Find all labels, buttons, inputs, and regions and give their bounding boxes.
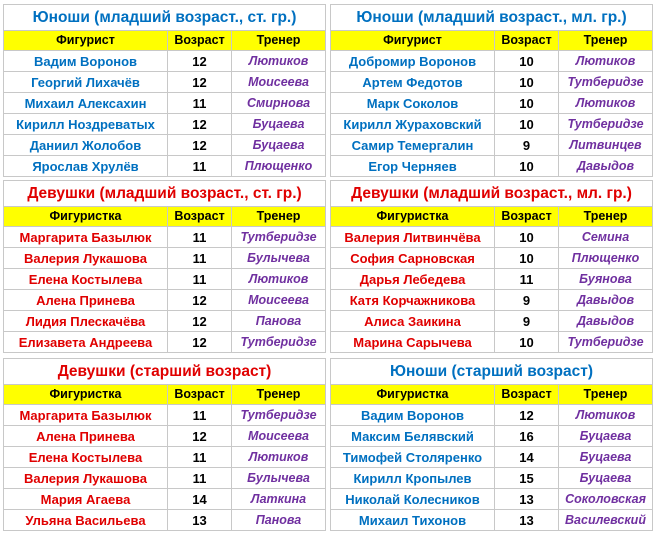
coach-name: Давыдов	[559, 290, 653, 311]
skater-name: Вадим Воронов	[331, 405, 495, 426]
table-row	[4, 227, 326, 248]
skater-name: Елизавета Андреева	[4, 332, 168, 353]
table-row	[4, 426, 326, 447]
skater-age: 10	[495, 156, 559, 177]
table-title: Девушки (старший возраст)	[4, 359, 326, 385]
table-row	[4, 93, 326, 114]
skater-name: Вадим Воронов	[4, 51, 168, 72]
skater-age: 13	[495, 510, 559, 531]
coach-name: Моисеева	[232, 426, 326, 447]
skater-age: 11	[168, 405, 232, 426]
column-header-skater: Фигуристка	[4, 385, 168, 405]
table-girls-junior-senior-group	[3, 180, 326, 353]
skater-age: 11	[168, 447, 232, 468]
skater-name: София Сарновская	[331, 248, 495, 269]
skater-name: Маргарита Базылюк	[4, 405, 168, 426]
table-row	[331, 489, 653, 510]
table-row	[4, 489, 326, 510]
coach-name: Панова	[232, 510, 326, 531]
table-row	[4, 447, 326, 468]
column-header-age: Возраст	[495, 31, 559, 51]
table-boys-senior	[330, 358, 653, 531]
column-header-skater: Фигуристка	[331, 385, 495, 405]
table-row	[331, 93, 653, 114]
skater-age: 14	[495, 447, 559, 468]
skater-age: 12	[168, 332, 232, 353]
column-header-coach: Тренер	[232, 385, 326, 405]
coach-name: Тутберидзе	[559, 332, 653, 353]
skater-name: Елена Костылева	[4, 447, 168, 468]
skater-name: Егор Черняев	[331, 156, 495, 177]
skater-age: 16	[495, 426, 559, 447]
skater-age: 10	[495, 93, 559, 114]
table-row	[4, 248, 326, 269]
skater-name: Валерия Лукашова	[4, 248, 168, 269]
table-row	[331, 332, 653, 353]
table-row	[331, 269, 653, 290]
table-row	[4, 290, 326, 311]
skater-name: Лидия Плескачёва	[4, 311, 168, 332]
skater-age: 11	[168, 468, 232, 489]
skater-name: Марина Сарычева	[331, 332, 495, 353]
table-row	[4, 332, 326, 353]
skater-age: 10	[495, 332, 559, 353]
table-row	[4, 405, 326, 426]
table-row	[331, 51, 653, 72]
coach-name: Тутберидзе	[232, 332, 326, 353]
table-row	[4, 114, 326, 135]
table-row	[331, 72, 653, 93]
coach-name: Тутберидзе	[232, 227, 326, 248]
coach-name: Смирнова	[232, 93, 326, 114]
skater-age: 11	[168, 269, 232, 290]
table-row	[331, 447, 653, 468]
skater-age: 11	[495, 269, 559, 290]
coach-name: Лютиков	[559, 405, 653, 426]
table-row	[331, 468, 653, 489]
skater-age: 11	[168, 227, 232, 248]
table-row	[4, 51, 326, 72]
skater-age: 13	[168, 510, 232, 531]
column-header-coach: Тренер	[232, 31, 326, 51]
skater-name: Добромир Воронов	[331, 51, 495, 72]
skater-age: 12	[168, 311, 232, 332]
coach-name: Тутберидзе	[559, 72, 653, 93]
table-row	[331, 248, 653, 269]
coach-name: Лютиков	[232, 447, 326, 468]
skater-name: Алиса Заикина	[331, 311, 495, 332]
skater-age: 12	[168, 72, 232, 93]
skater-age: 9	[495, 135, 559, 156]
skater-name: Марк Соколов	[331, 93, 495, 114]
table-title: Юноши (младший возраст., мл. гр.)	[331, 5, 653, 31]
column-header-skater: Фигуристка	[4, 207, 168, 227]
coach-name: Латкина	[232, 489, 326, 510]
skater-name: Даниил Жолобов	[4, 135, 168, 156]
skater-name: Мария Агаева	[4, 489, 168, 510]
coach-name: Буцаева	[232, 114, 326, 135]
table-row	[4, 269, 326, 290]
skater-name: Георгий Лихачёв	[4, 72, 168, 93]
skater-name: Тимофей Столяренко	[331, 447, 495, 468]
table-title: Юноши (старший возраст)	[331, 359, 653, 385]
table-title: Девушки (младший возраст., мл. гр.)	[331, 181, 653, 207]
skater-age: 9	[495, 290, 559, 311]
coach-name: Буцаева	[559, 468, 653, 489]
column-header-skater: Фигурист	[331, 31, 495, 51]
coach-name: Тутберидзе	[559, 114, 653, 135]
coach-name: Литвинцев	[559, 135, 653, 156]
table-row	[331, 290, 653, 311]
skater-age: 12	[168, 135, 232, 156]
column-header-coach: Тренер	[232, 207, 326, 227]
column-header-age: Возраст	[495, 207, 559, 227]
table-girls-senior	[3, 358, 326, 531]
table-title: Юноши (младший возраст., ст. гр.)	[4, 5, 326, 31]
coach-name: Тутберидзе	[232, 405, 326, 426]
skater-age: 11	[168, 248, 232, 269]
coach-name: Булычева	[232, 468, 326, 489]
table-row	[331, 227, 653, 248]
table-row	[331, 114, 653, 135]
skater-age: 12	[168, 426, 232, 447]
column-header-age: Возраст	[168, 31, 232, 51]
coach-name: Буцаева	[559, 447, 653, 468]
skater-name: Михаил Алексахин	[4, 93, 168, 114]
skater-age: 10	[495, 72, 559, 93]
skater-age: 11	[168, 156, 232, 177]
coach-name: Давыдов	[559, 156, 653, 177]
skater-name: Михаил Тихонов	[331, 510, 495, 531]
table-title: Девушки (младший возраст., ст. гр.)	[4, 181, 326, 207]
table-row	[331, 156, 653, 177]
skater-name: Самир Темергалин	[331, 135, 495, 156]
skater-age: 15	[495, 468, 559, 489]
table-row	[4, 468, 326, 489]
skater-name: Елена Костылева	[4, 269, 168, 290]
skater-name: Ярослав Хрулёв	[4, 156, 168, 177]
skater-name: Дарья Лебедева	[331, 269, 495, 290]
skater-name: Маргарита Базылюк	[4, 227, 168, 248]
coach-name: Семина	[559, 227, 653, 248]
coach-name: Панова	[232, 311, 326, 332]
column-header-skater: Фигуристка	[331, 207, 495, 227]
skater-name: Валерия Лукашова	[4, 468, 168, 489]
column-header-age: Возраст	[168, 207, 232, 227]
column-header-age: Возраст	[168, 385, 232, 405]
table-row	[331, 311, 653, 332]
table-row	[4, 72, 326, 93]
table-boys-junior-junior-group	[330, 4, 653, 177]
skater-age: 12	[168, 290, 232, 311]
table-row	[331, 426, 653, 447]
skater-name: Кирилл Жураховский	[331, 114, 495, 135]
table-row	[4, 135, 326, 156]
skater-age: 13	[495, 489, 559, 510]
skater-age: 10	[495, 227, 559, 248]
coach-name: Буянова	[559, 269, 653, 290]
coach-name: Лютиков	[232, 51, 326, 72]
skater-name: Максим Белявский	[331, 426, 495, 447]
table-row	[4, 311, 326, 332]
table-row	[331, 405, 653, 426]
skater-name: Валерия Литвинчёва	[331, 227, 495, 248]
coach-name: Моисеева	[232, 290, 326, 311]
table-row	[4, 156, 326, 177]
skater-age: 10	[495, 51, 559, 72]
coach-name: Плющенко	[559, 248, 653, 269]
skater-name: Катя Корчажникова	[331, 290, 495, 311]
coach-name: Василевский	[559, 510, 653, 531]
column-header-coach: Тренер	[559, 207, 653, 227]
coach-name: Лютиков	[559, 93, 653, 114]
column-header-coach: Тренер	[559, 385, 653, 405]
table-row	[331, 135, 653, 156]
skater-age: 10	[495, 114, 559, 135]
coach-name: Булычева	[232, 248, 326, 269]
coach-name: Лютиков	[559, 51, 653, 72]
table-row	[4, 510, 326, 531]
coach-name: Лютиков	[232, 269, 326, 290]
skater-name: Артем Федотов	[331, 72, 495, 93]
skater-age: 11	[168, 93, 232, 114]
coach-name: Плющенко	[232, 156, 326, 177]
skater-age: 14	[168, 489, 232, 510]
column-header-coach: Тренер	[559, 31, 653, 51]
table-row	[331, 510, 653, 531]
skater-name: Николай Колесников	[331, 489, 495, 510]
skater-name: Алена Принева	[4, 426, 168, 447]
skater-name: Алена Принева	[4, 290, 168, 311]
skater-age: 9	[495, 311, 559, 332]
coach-name: Буцаева	[232, 135, 326, 156]
coach-name: Соколовская	[559, 489, 653, 510]
skater-age: 12	[495, 405, 559, 426]
skater-age: 10	[495, 248, 559, 269]
skater-name: Кирилл Ноздреватых	[4, 114, 168, 135]
table-boys-junior-senior-group	[3, 4, 326, 177]
coach-name: Буцаева	[559, 426, 653, 447]
skater-name: Ульяна Васильева	[4, 510, 168, 531]
skater-name: Кирилл Кропылев	[331, 468, 495, 489]
skater-age: 12	[168, 51, 232, 72]
table-girls-junior-junior-group	[330, 180, 653, 353]
column-header-age: Возраст	[495, 385, 559, 405]
skater-age: 12	[168, 114, 232, 135]
coach-name: Моисеева	[232, 72, 326, 93]
coach-name: Давыдов	[559, 311, 653, 332]
column-header-skater: Фигурист	[4, 31, 168, 51]
